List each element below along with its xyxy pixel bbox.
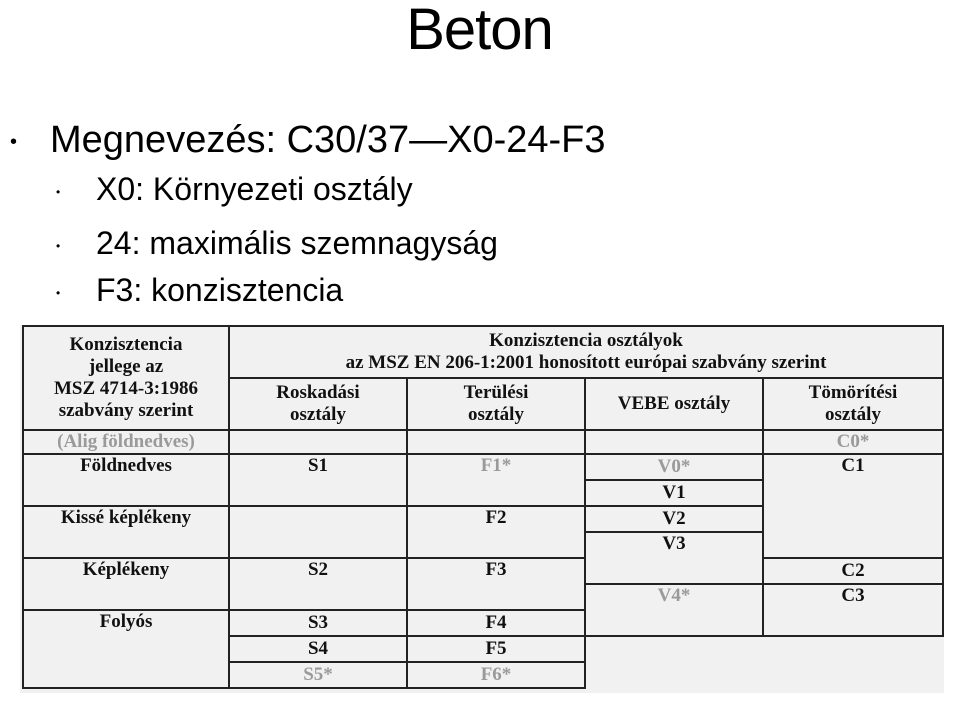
cell-f1 xyxy=(407,454,585,506)
consistency-table xyxy=(22,325,944,689)
class-group-title: Konzisztencia osztályok xyxy=(489,330,683,351)
cell-s5: S5* xyxy=(229,662,407,688)
designation-text: Megnevezés: C30/37—X0-24-F3 xyxy=(50,119,606,161)
cell-f6: F6* xyxy=(407,662,585,688)
cell-blank xyxy=(763,636,943,688)
cell-s2 xyxy=(229,558,407,610)
consistency-table-scan xyxy=(20,325,944,693)
cell-empty xyxy=(407,430,585,454)
cell-blank xyxy=(585,636,763,688)
cell-text: S2 xyxy=(307,559,329,580)
sub-bullet-text: F3: konzisztencia xyxy=(96,272,344,308)
cell-c0: C0* xyxy=(763,430,943,454)
cell-alig: (Alig földnedves) xyxy=(23,430,229,454)
legacy-header-line: Konzisztencia xyxy=(69,334,183,355)
cell-folyos xyxy=(23,610,229,688)
bullet-dot: • xyxy=(56,285,61,300)
sub-bullet-consistency xyxy=(56,271,343,312)
cell-text: S1 xyxy=(307,455,329,476)
sub-bullet-text: X0: Környezeti osztály xyxy=(96,171,413,207)
cell-text: C3 xyxy=(841,585,865,606)
cell-text: Folyós xyxy=(99,611,153,632)
cell-f5: F5 xyxy=(407,636,585,662)
col-header-roskadasi xyxy=(229,378,407,430)
cell-v2: V2 xyxy=(585,506,763,532)
bullet-dot: • xyxy=(56,238,61,253)
cell-c3 xyxy=(763,584,943,636)
class-group-header xyxy=(229,326,943,378)
cell-text: Képlékeny xyxy=(82,559,170,580)
cell-keplekeny xyxy=(23,558,229,610)
bullet-designation xyxy=(10,118,606,164)
sub-bullet-environment xyxy=(56,170,413,211)
legacy-header-line: jellege az xyxy=(88,356,164,377)
sub-bullet-text: 24: maximális szemnagyság xyxy=(96,225,498,261)
class-group-subtitle: az MSZ EN 206-1:2001 honosított európai szabvány szerint xyxy=(345,352,827,373)
cell-v3 xyxy=(585,532,763,584)
cell-foldnedves xyxy=(23,454,229,506)
bullet-dot: • xyxy=(56,184,61,199)
cell-s3: S3 xyxy=(229,610,407,636)
cell-empty xyxy=(229,430,407,454)
cell-v0: V0* xyxy=(585,454,763,480)
col-header-line: Terülési xyxy=(463,382,529,403)
cell-f4: F4 xyxy=(407,610,585,636)
col-header-line: osztály xyxy=(290,404,346,425)
legacy-header-line: MSZ 4714-3:1986 xyxy=(53,378,199,399)
bullet-dot: • xyxy=(10,130,18,153)
col-header-vebe: VEBE osztály xyxy=(585,378,763,430)
cell-f2 xyxy=(407,506,585,558)
cell-text: Földnedves xyxy=(80,455,172,476)
cell-f3 xyxy=(407,558,585,610)
cell-text: V4* xyxy=(657,585,691,606)
sub-bullet-aggregate xyxy=(56,224,498,265)
cell-text: C1 xyxy=(841,455,865,476)
legacy-header xyxy=(23,326,229,430)
cell-text: F2 xyxy=(485,507,507,528)
col-header-terulesi xyxy=(407,378,585,430)
cell-text: Kissé képlékeny xyxy=(60,507,192,528)
cell-c1 xyxy=(763,454,943,558)
cell-v4 xyxy=(585,584,763,636)
cell-text: V3 xyxy=(662,533,686,554)
cell-c2: C2 xyxy=(763,558,943,584)
col-header-line: osztály xyxy=(468,404,524,425)
legacy-header-line: szabvány szerint xyxy=(58,400,194,421)
cell-text: F1* xyxy=(480,455,512,476)
cell-s4: S4 xyxy=(229,636,407,662)
cell-v1: V1 xyxy=(585,480,763,506)
col-header-line: Tömörítési xyxy=(808,382,898,403)
cell-text: F3 xyxy=(485,559,507,580)
slide-title: Beton xyxy=(406,0,553,62)
col-header-line: osztály xyxy=(825,404,881,425)
cell-s1 xyxy=(229,454,407,506)
col-header-tomoritesi xyxy=(763,378,943,430)
cell-kisse xyxy=(23,506,229,558)
cell-empty xyxy=(585,430,763,454)
col-header-line: Roskadási xyxy=(276,382,360,403)
cell-empty xyxy=(229,506,407,558)
